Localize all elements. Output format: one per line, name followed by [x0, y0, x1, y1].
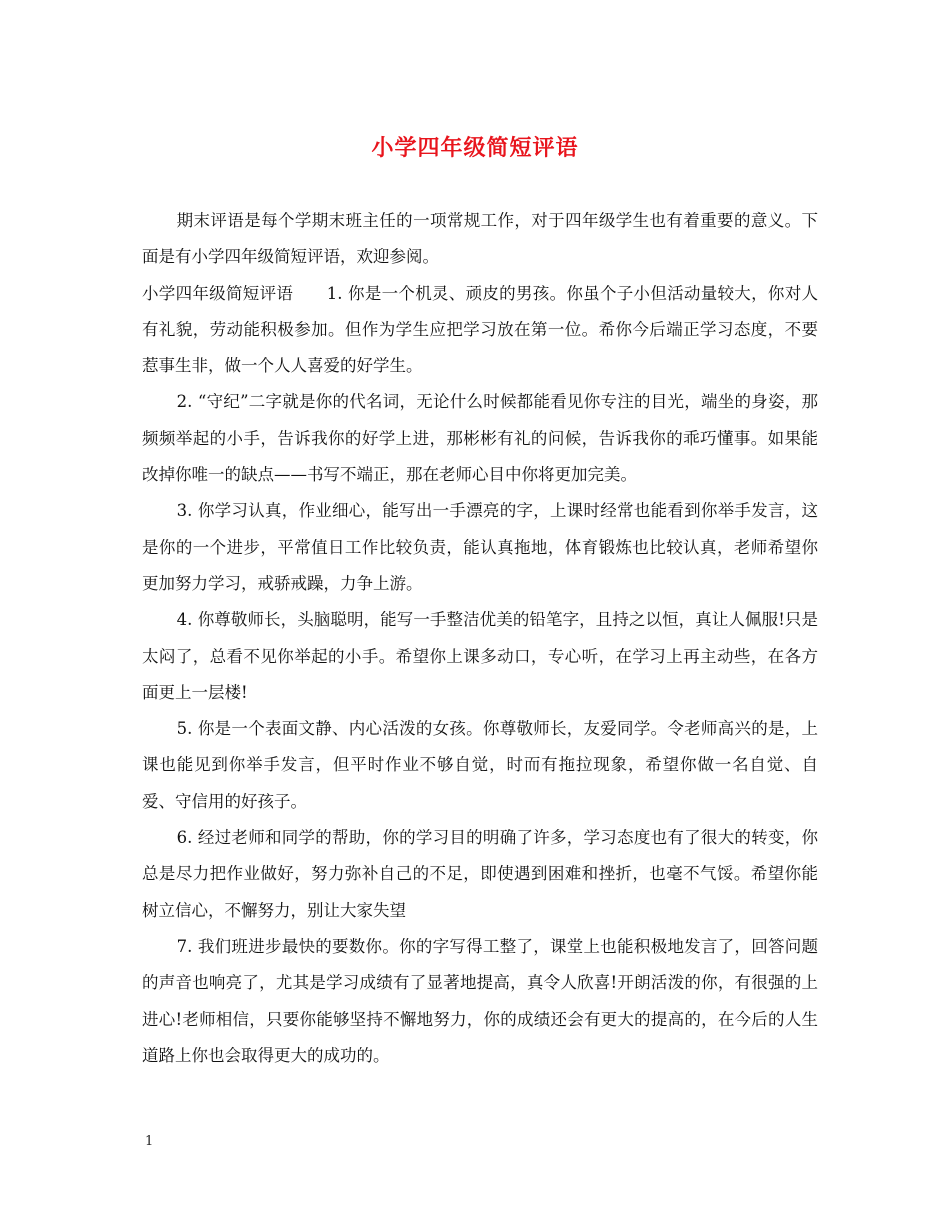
paragraph-comment-2: 2. “守纪”二字就是你的代名词，无论什么时候都能看见你专注的目光，端坐的身姿，那频频举起的小手，告诉我你的好学上进，那彬彬有礼的问候，告诉我你的乖巧懂事。如果能改掉你唯一的缺点——书写不端正，那在老师心目中你将更加完美。 [142, 392, 818, 485]
document-body [142, 203, 818, 1074]
paragraph-comment-6: 6. 经过老师和同学的帮助，你的学习目的明确了许多，学习态度也有了很大的转变，你总是尽力把作业做好，努力弥补自己的不足，即使遇到困难和挫折，也毫不气馁。希望你能树立信心，不懈努力，别让大家失望 [142, 828, 818, 920]
paragraph-comment-3: 3. 你学习认真，作业细心，能写出一手漂亮的字，上课时经常也能看到你举手发言，这是你的一个进步，平常值日工作比较负责，能认真拖地，体育锻炼也比较认真，老师希望你更加努力学习，戒骄戒躁，力争上游。 [142, 501, 818, 593]
page-number: 1 [145, 1134, 154, 1149]
document-title: 小学四年级简短评语 [371, 135, 579, 161]
paragraph-intro: 期末评语是每个学期末班主任的一项常规工作，对于四年级学生也有着重要的意义。下面是有小学四年级简短评语，欢迎参阅。 [142, 211, 818, 267]
paragraph-comment-5: 5. 你是一个表面文静、内心活泼的女孩。你尊敬师长，友爱同学。令老师高兴的是，上课也能见到你举手发言，但平时作业不够自觉，时而有拖拉现象，希望你做一名自觉、自爱、守信用的好孩子。 [142, 719, 818, 811]
paragraph-comment-4: 4. 你尊敬师长，头脑聪明，能写一手整洁优美的铅笔字，且持之以恒，真让人佩服!只是太闷了，总看不见你举起的小手。希望你上课多动口，专心听，在学习上再主动些，在各方面更上一层楼! [142, 610, 818, 702]
paragraph-comment-1: 小学四年级简短评语 1. 你是一个机灵、顽皮的男孩。你虽个子小但活动量较大，你对人有礼貌，劳动能积极参加。但作为学生应把学习放在第一位。希你今后端正学习态度，不要惹事生非，做一个人人喜爱的好学生。 [142, 283, 818, 376]
paragraph-comment-7: 7. 我们班进步最快的要数你。你的字写得工整了，课堂上也能积极地发言了，回答问题的声音也响亮了，尤其是学习成绩有了显著地提高，真令人欣喜!开朗活泼的你，有很强的上进心!老师相信，只要你能够坚持不懈地努力，你的成绩还会有更大的提高的，在今后的人生道路上你也会取得更大的成功的。 [142, 936, 818, 1065]
